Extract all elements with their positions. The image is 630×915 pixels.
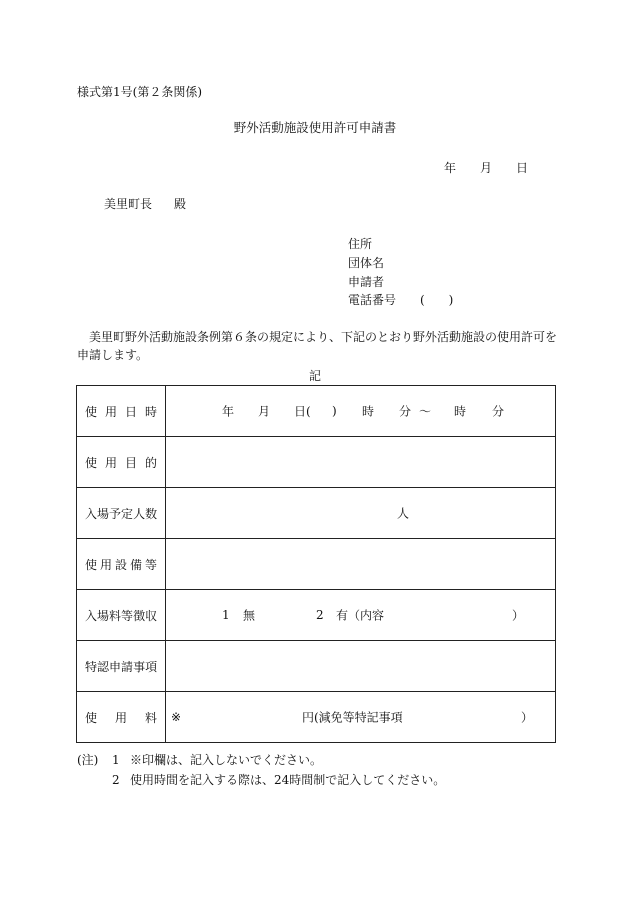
usage-fee-mark: ※ bbox=[171, 710, 182, 724]
note-heading: (注) bbox=[77, 753, 99, 767]
row-label-char: 用 bbox=[99, 557, 112, 572]
fee-option-1-label: 無 bbox=[243, 608, 256, 623]
label-equipment bbox=[77, 539, 166, 590]
row-label-char: 請 bbox=[121, 659, 134, 674]
date-month-label: 月 bbox=[480, 161, 493, 175]
addressee: 美里町長 bbox=[104, 197, 153, 211]
row-label-char: 目 bbox=[124, 455, 137, 470]
table-row-usage-fee bbox=[77, 692, 556, 743]
row-label-char: 使 bbox=[85, 455, 98, 470]
label-expected-people bbox=[77, 488, 166, 539]
body-text: 美里町野外活動施設条例第６条の規定により、下記のとおり野外活動施設の使用許可を申請します。 bbox=[77, 330, 558, 362]
value-expected-people[interactable] bbox=[166, 488, 556, 539]
dt-day-close: ) bbox=[332, 404, 337, 418]
table-row-admission-fee bbox=[77, 590, 556, 641]
row-label-char: 項 bbox=[145, 659, 158, 674]
phone-parentheses: ( ) bbox=[420, 293, 454, 307]
row-label-char: 用 bbox=[114, 710, 127, 725]
note-1-text: ※印欄は、記入しないでください。 bbox=[130, 753, 323, 767]
dt-month: 月 bbox=[258, 404, 271, 419]
label-admission-fee bbox=[77, 590, 166, 641]
label-usage-fee bbox=[77, 692, 166, 743]
row-label-char: 備 bbox=[129, 557, 142, 572]
fee-option-2-number: 2 bbox=[316, 608, 324, 622]
row-label-char: 使 bbox=[85, 404, 98, 419]
group-name-label: 団体名 bbox=[348, 256, 385, 270]
note-2-text: 使用時間を記入する際は、24時間制で記入してください。 bbox=[130, 773, 446, 787]
table-row-special-approval bbox=[77, 641, 556, 692]
value-usage-datetime[interactable] bbox=[166, 386, 556, 437]
row-label-char: 入 bbox=[85, 506, 98, 521]
usage-fee-close: ） bbox=[521, 710, 534, 725]
row-label-char: 場 bbox=[97, 608, 110, 623]
label-special-approval bbox=[77, 641, 166, 692]
fee-option-2-label: 有（内容 bbox=[336, 608, 385, 623]
value-admission-fee[interactable] bbox=[166, 590, 556, 641]
fee-option-1-number: 1 bbox=[222, 608, 230, 622]
table-row-equipment bbox=[77, 539, 556, 590]
label-usage-datetime bbox=[77, 386, 166, 437]
row-label-char: 申 bbox=[109, 659, 122, 674]
row-label-char: 日 bbox=[124, 404, 137, 419]
table-row-purpose bbox=[77, 437, 556, 488]
row-label-char: 用 bbox=[104, 404, 117, 419]
row-label-char: 等 bbox=[144, 557, 157, 572]
row-label-char: 料 bbox=[109, 608, 122, 623]
applicant-label: 申請者 bbox=[348, 275, 385, 289]
row-label-char: 時 bbox=[144, 404, 157, 419]
row-label-char: 認 bbox=[97, 659, 110, 674]
dt-hour: 時 bbox=[362, 404, 375, 419]
dt-day-open: 日( bbox=[294, 404, 311, 419]
note-2-number: 2 bbox=[112, 773, 120, 787]
row-label-char: 数 bbox=[145, 506, 158, 521]
row-label-char: 定 bbox=[121, 506, 134, 521]
addressee-suffix: 殿 bbox=[174, 197, 187, 211]
dt-minute-end: 分 bbox=[492, 404, 505, 419]
date-day-label: 日 bbox=[516, 161, 529, 175]
date-year-label: 年 bbox=[444, 161, 457, 175]
application-table bbox=[76, 385, 556, 743]
fee-option-2-close: ） bbox=[512, 608, 525, 623]
usage-fee-text: 円(減免等特記事項 bbox=[302, 710, 403, 725]
row-label-char: 事 bbox=[133, 659, 146, 674]
row-label-char: 収 bbox=[145, 608, 158, 623]
row-label-char: 設 bbox=[114, 557, 127, 572]
value-special-approval[interactable] bbox=[166, 641, 556, 692]
row-label-char: 入 bbox=[85, 608, 98, 623]
address-label: 住所 bbox=[348, 237, 373, 251]
value-usage-purpose[interactable] bbox=[166, 437, 556, 488]
phone-label: 電話番号 bbox=[348, 293, 397, 307]
row-label-char: 使 bbox=[85, 557, 98, 572]
label-usage-purpose bbox=[77, 437, 166, 488]
row-label-char: 予 bbox=[109, 506, 122, 521]
row-label-char: 料 bbox=[144, 710, 157, 725]
document-title: 野外活動施設使用許可申請書 bbox=[233, 120, 397, 135]
row-label-char: 的 bbox=[144, 455, 157, 470]
form-number: 様式第1号(第２条関係) bbox=[77, 85, 202, 99]
table-row-datetime bbox=[77, 386, 556, 437]
row-label-char: 特 bbox=[85, 659, 98, 674]
value-equipment[interactable] bbox=[166, 539, 556, 590]
ki-heading: 記 bbox=[308, 369, 321, 383]
row-label-char: 使 bbox=[85, 710, 98, 725]
dt-tilde: 〜 bbox=[419, 404, 432, 419]
value-usage-fee[interactable] bbox=[166, 692, 556, 743]
dt-minute: 分 bbox=[399, 404, 412, 419]
people-unit: 人 bbox=[397, 506, 410, 521]
note-1-number: 1 bbox=[112, 753, 120, 767]
row-label-char: 徴 bbox=[133, 608, 146, 623]
dt-hour-end: 時 bbox=[454, 404, 467, 419]
row-label-char: 用 bbox=[104, 455, 117, 470]
row-label-char: 等 bbox=[121, 608, 134, 623]
row-label-char: 場 bbox=[97, 506, 110, 521]
row-label-char: 人 bbox=[133, 506, 146, 521]
dt-year: 年 bbox=[222, 404, 235, 419]
table-row-people bbox=[77, 488, 556, 539]
